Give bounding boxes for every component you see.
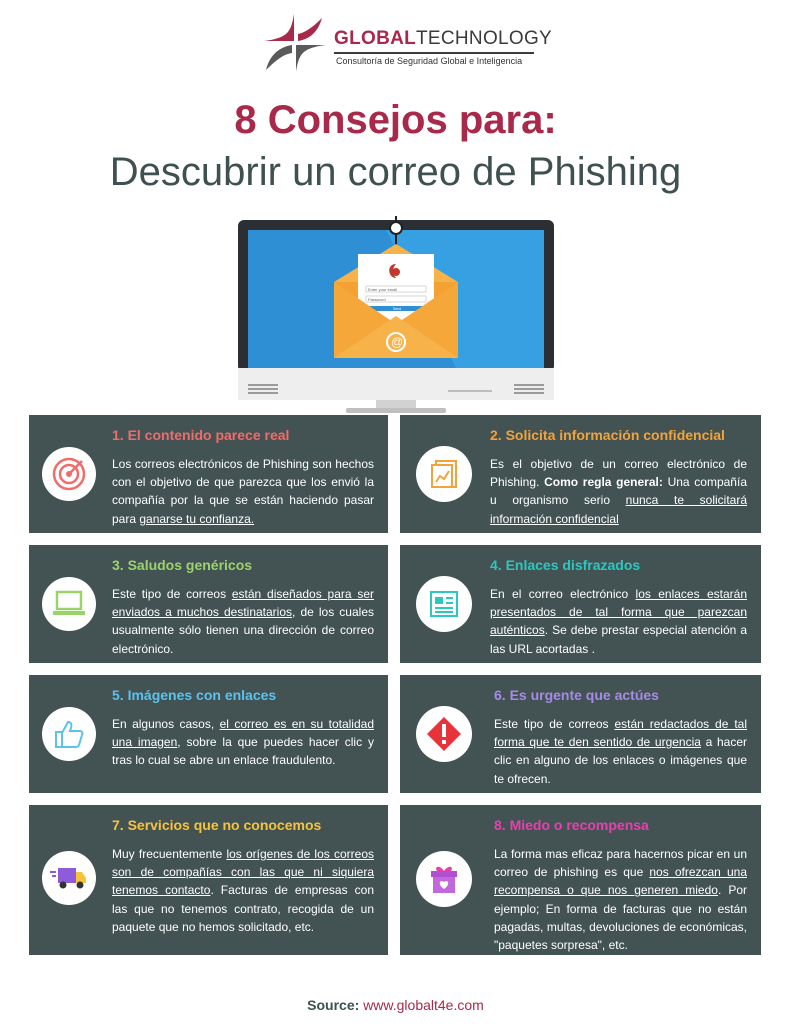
laptop-icon <box>42 577 96 631</box>
svg-text:Password: Password <box>368 297 386 302</box>
tip-card-8 <box>400 805 761 955</box>
tip-text: En el correo electrónico los enlaces estarán presentados de tal forma que parezcan auténticos. Se debe prestar especial atención a las URL acortadas . <box>490 587 747 656</box>
target-icon <box>42 447 96 501</box>
tip-text: Este tipo de correos están redactados de tal forma que te den sentido de urgencia a hacer clic en alguno de los enlaces o imágenes que te ofrecen. <box>494 717 748 786</box>
thumbs-up-icon <box>42 707 96 761</box>
newspaper-icon <box>416 576 472 632</box>
svg-text:Send: Send <box>393 307 402 311</box>
logo-tagline: Consultoría de Seguridad Global e Inteligencia <box>336 56 523 66</box>
gift-box-icon <box>416 851 472 907</box>
tip-card-4 <box>400 545 761 663</box>
tip-text: Es el objetivo de un correo electrónico de Phishing. Como regla general: Una compañía u organismo serio nunca te solicitará información confidencial <box>490 457 747 526</box>
svg-text:@: @ <box>391 335 404 349</box>
tip-title: 6. Es urgente que actúes <box>494 687 659 703</box>
tip-title: 3. Saludos genéricos <box>112 557 253 573</box>
tip-card-2 <box>400 415 761 533</box>
logo-divider <box>334 52 534 54</box>
tip-card-1 <box>29 415 388 533</box>
warning-icon <box>416 706 472 762</box>
delivery-truck-icon <box>42 851 96 905</box>
page-title-line2: Descubrir un correo de Phishing <box>109 150 682 194</box>
source-link[interactable]: www.globalt4e.com <box>363 997 484 1013</box>
tip-title: 8. Miedo o recompensa <box>494 817 649 833</box>
tip-card-7 <box>29 805 388 955</box>
tip-text: Muy frecuentemente los orígenes de los correos son de compañías con las que ni siquiera tenemos contacto. Facturas de empresas con las que no tenemos contrato, recogida de un paquete que no hemos solicitado, etc. <box>112 847 374 934</box>
chart-document-icon <box>416 446 472 502</box>
logo-name: GLOBALTECHNOLOGY <box>334 28 553 49</box>
page-title-line1: 8 Consejos para: <box>234 98 557 142</box>
tip-text: Este tipo de correos están diseñados para ser enviados a muchos destinatarios, de los cuales usualmente sólo tienen una dirección de correo electrónico. <box>112 587 374 656</box>
svg-text:Enter your email: Enter your email <box>368 287 398 292</box>
tip-card-5 <box>29 675 388 793</box>
phishing-monitor-illustration <box>236 216 556 416</box>
source-label: Source: <box>307 997 360 1013</box>
tip-title: 1. El contenido parece real <box>112 427 290 443</box>
source-line <box>0 997 791 1013</box>
tip-card-3 <box>29 545 388 663</box>
tip-card-6 <box>400 675 761 793</box>
tip-title: 5. Imágenes con enlaces <box>112 687 277 703</box>
tip-title: 4. Enlaces disfrazados <box>490 557 641 573</box>
tip-text: Los correos electrónicos de Phishing son hechos con el objetivo de que parezca que los envió la compañía por la que se están haciendo pasar para ganarse tu confianza. <box>112 457 374 526</box>
tip-title: 7. Servicios que no conocemos <box>112 817 322 833</box>
logo-mark-icon <box>258 14 328 72</box>
tip-text: La forma mas eficaz para hacernos picar en un correo de phishing es que nos ofrezcan una recompensa o que nos generen miedo. Por ejemplo; En forma de facturas que no están pagadas, multas, devoluciones de económicas, "paquetes sorpresa", etc. <box>494 847 747 953</box>
company-logo <box>258 14 553 72</box>
tip-title: 2. Solicita información confidencial <box>490 427 725 443</box>
tip-text: En algunos casos, el correo es en su totalidad una imagen, sobre la que puedes hacer clic y tras lo cual se abre un enlace fraudulento. <box>112 717 374 768</box>
